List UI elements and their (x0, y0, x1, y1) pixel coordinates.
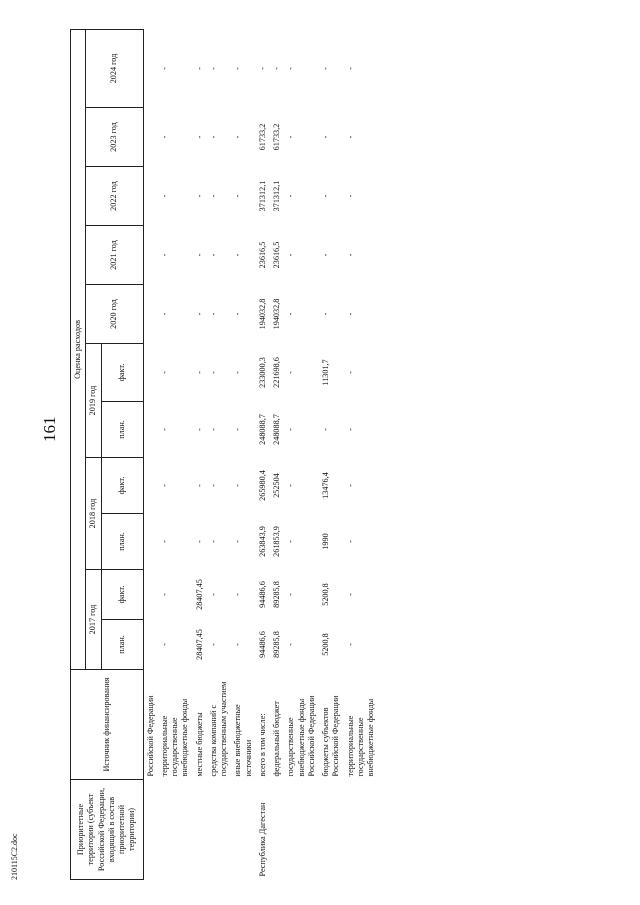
value-cell (143, 344, 158, 402)
value-cell: - (345, 371, 355, 374)
value-cell: - (345, 135, 355, 139)
value-cell: - (345, 540, 355, 543)
header-2019-plan: план. (101, 402, 143, 458)
header-2020: 2020 год (86, 285, 143, 344)
value-cell (143, 226, 158, 285)
territory-cell (143, 780, 158, 880)
value-cell: - (233, 67, 243, 70)
table-row (284, 29, 319, 879)
value-cell: 94486,6 (257, 581, 267, 608)
value-cell: 89285,8 (272, 631, 281, 658)
table-row (193, 29, 207, 879)
value-cell: 5200,8 (321, 633, 330, 656)
value-cell: 248088,7 (257, 414, 267, 445)
value-cell: 194032,8 (272, 298, 281, 330)
table-row (270, 29, 284, 879)
source-cell: иные внебюджетные источники (233, 704, 253, 777)
value-cell: - (345, 194, 355, 198)
value-cell: - (233, 593, 243, 596)
value-cell: - (194, 484, 204, 487)
value-cell: - (233, 253, 243, 257)
value-cell: - (208, 371, 218, 374)
header-2018-fact: факт. (101, 458, 143, 514)
value-cell: - (286, 194, 296, 198)
source-cell: территориальные государственные внебюджетные фонды (345, 698, 375, 777)
value-cell (143, 402, 158, 458)
value-cell: 252504 (272, 473, 281, 498)
value-cell: - (194, 540, 204, 543)
expenses-table (70, 29, 378, 880)
header-2018-plan: план. (101, 514, 143, 570)
value-cell (143, 570, 158, 620)
value-cell: - (321, 67, 330, 70)
value-cell: - (194, 253, 204, 257)
value-cell: - (345, 428, 355, 431)
value-cell: - (321, 312, 330, 316)
table-row (319, 29, 344, 879)
value-cell: - (286, 484, 296, 487)
value-cell: - (233, 428, 243, 431)
value-cell: 94486,6 (257, 631, 267, 658)
value-cell: - (233, 643, 243, 646)
value-cell: - (208, 67, 218, 70)
header-2019: 2019 год (86, 344, 101, 458)
value-cell: 371312,1 (272, 180, 281, 212)
value-cell: 265980,4 (257, 470, 267, 501)
territory-cell (231, 780, 256, 880)
header-territory: Приоритетные территории (субъект Российской Федерации, входящий в состав приоритетной территории) (71, 780, 144, 880)
value-cell (143, 285, 158, 344)
table-row (158, 29, 193, 879)
value-cell: - (345, 67, 355, 70)
territory-cell (284, 780, 319, 880)
territory-cell (344, 780, 379, 880)
territory-cell (158, 780, 193, 880)
value-cell (143, 458, 158, 514)
value-cell: 263843,9 (257, 526, 267, 557)
table-row (256, 29, 270, 879)
value-cell: 61733,2 (272, 123, 281, 151)
value-cell: - (208, 540, 218, 543)
value-cell: 5200,8 (321, 583, 330, 606)
value-cell: - (208, 643, 218, 646)
table-header (71, 29, 144, 879)
value-cell: 28407,45 (194, 579, 204, 610)
value-cell: 194032,8 (257, 298, 267, 330)
value-cell: - (233, 484, 243, 487)
value-cell: - (159, 428, 169, 431)
source-cell: местные бюджеты (194, 712, 204, 777)
value-cell: - (159, 253, 169, 257)
header-2017: 2017 год (86, 570, 101, 670)
source-cell: государственные внебюджетные фонды Российской Федерации (286, 695, 316, 777)
table-row (344, 29, 379, 879)
territory-cell: Республика Дагестан (257, 802, 267, 877)
header-2023: 2023 год (86, 108, 143, 167)
value-cell: - (208, 312, 218, 316)
value-cell: - (159, 484, 169, 487)
table-row (231, 29, 256, 879)
header-source: Источник финансирования (71, 670, 144, 780)
rotated-page (70, 30, 640, 880)
value-cell: 23616,5 (272, 241, 281, 269)
value-cell: - (321, 135, 330, 139)
value-cell: - (286, 312, 296, 316)
page-number: 161 (40, 416, 59, 442)
source-cell: средства компаний с государственным участием (208, 681, 228, 777)
value-cell: - (321, 428, 330, 431)
footer-filename: 210115C2.doc (10, 833, 19, 880)
value-cell: - (286, 540, 296, 543)
value-cell: - (286, 428, 296, 431)
value-cell: - (159, 593, 169, 596)
source-cell: федеральный бюджет (272, 701, 281, 777)
value-cell: 61733,2 (257, 123, 267, 151)
value-cell: - (286, 135, 296, 139)
value-cell: 371312,1 (257, 180, 267, 212)
value-cell: - (159, 194, 169, 198)
value-cell: - (208, 428, 218, 431)
value-cell: - (208, 253, 218, 257)
value-cell: - (194, 371, 204, 374)
value-cell: 248088,7 (272, 414, 281, 445)
value-cell: - (286, 643, 296, 646)
header-2017-plan: план. (101, 620, 143, 670)
value-cell: - (233, 540, 243, 543)
header-2018: 2018 год (86, 458, 101, 570)
value-cell: - (345, 253, 355, 257)
value-cell: 28407,45 (194, 629, 204, 660)
value-cell: - (159, 371, 169, 374)
territory-cell (319, 780, 344, 880)
header-estimate: Оценка расходов (71, 29, 86, 669)
value-cell: - (194, 67, 204, 70)
header-2024: 2024 год (86, 29, 143, 107)
value-cell: - (321, 194, 330, 198)
value-cell: - (321, 253, 330, 257)
value-cell: - (233, 135, 243, 139)
value-cell: - (345, 593, 355, 596)
value-cell: 221698,6 (272, 357, 281, 388)
value-cell: - (286, 253, 296, 257)
table-body (143, 29, 378, 879)
source-cell: всего в том числе: (257, 713, 267, 777)
value-cell: - (159, 540, 169, 543)
source-cell: Российской Федерации (145, 695, 155, 777)
value-cell: - (233, 194, 243, 198)
value-cell: - (159, 643, 169, 646)
value-cell (143, 167, 158, 226)
header-2022: 2022 год (86, 167, 143, 226)
header-2021: 2021 год (86, 226, 143, 285)
value-cell: 11301,7 (321, 359, 330, 386)
value-cell: 89285,8 (272, 581, 281, 608)
value-cell (143, 620, 158, 670)
territory-cell (270, 780, 284, 880)
territory-cell (193, 780, 207, 880)
header-2019-fact: факт. (101, 344, 143, 402)
value-cell: - (345, 643, 355, 646)
value-cell: - (194, 135, 204, 139)
value-cell: 1990 (321, 533, 330, 550)
value-cell: - (286, 67, 296, 70)
header-2017-fact: факт. (101, 570, 143, 620)
value-cell: - (208, 194, 218, 198)
value-cell: - (159, 135, 169, 139)
value-cell (143, 108, 158, 167)
value-cell: - (208, 484, 218, 487)
value-cell: 13476,4 (321, 472, 330, 499)
table-row (143, 29, 158, 879)
value-cell: - (272, 67, 281, 70)
value-cell: - (286, 593, 296, 596)
value-cell: - (257, 67, 267, 70)
value-cell: - (194, 428, 204, 431)
value-cell: - (345, 312, 355, 316)
value-cell: 23616,5 (257, 241, 267, 269)
value-cell: - (194, 194, 204, 198)
value-cell (143, 514, 158, 570)
value-cell: - (159, 67, 169, 70)
value-cell: 261853,9 (272, 526, 281, 557)
value-cell: - (159, 312, 169, 316)
value-cell: - (286, 371, 296, 374)
value-cell: - (233, 312, 243, 316)
value-cell: - (345, 484, 355, 487)
value-cell: - (208, 593, 218, 596)
territory-cell (207, 780, 232, 880)
source-cell: территориальные государственные внебюджетные фонды (159, 698, 190, 777)
value-cell: 233000,3 (257, 357, 267, 388)
value-cell: - (194, 312, 204, 316)
value-cell (143, 29, 158, 107)
value-cell: - (233, 371, 243, 374)
source-cell: бюджеты субъектов Российской Федерации (321, 695, 341, 777)
value-cell: - (208, 135, 218, 139)
table-row (207, 29, 232, 879)
